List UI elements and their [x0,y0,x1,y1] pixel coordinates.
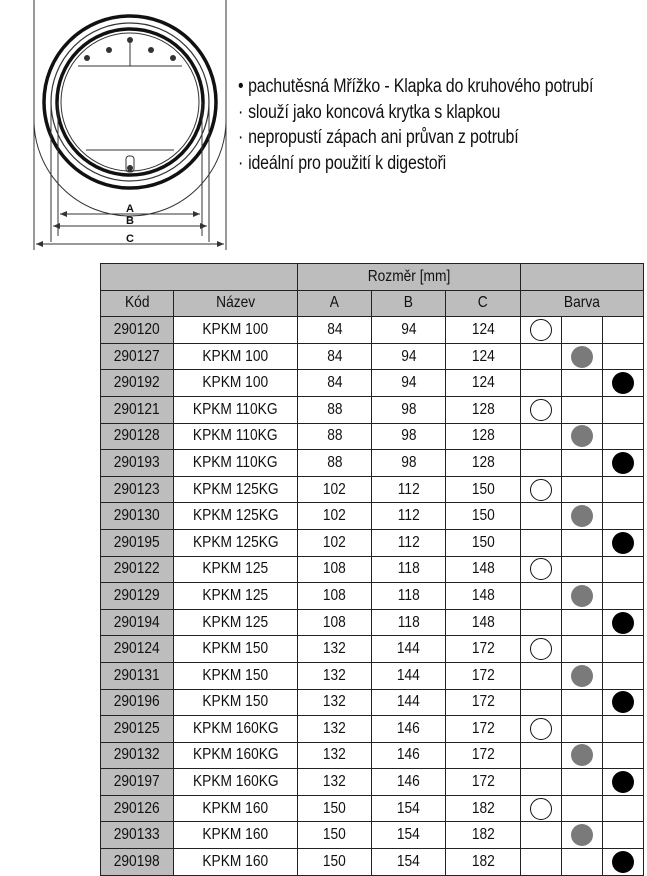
code-cell: 290129 [101,583,174,610]
code-cell: 290125 [101,716,174,743]
color-cell-grey [562,476,603,503]
dimension-a-cell: 108 [298,583,372,610]
color-swatch-black [612,691,634,713]
color-cell-black [603,742,644,769]
color-swatch-white [530,479,552,501]
table-row [101,476,644,503]
color-swatch-white [530,638,552,660]
table-row [101,556,644,583]
dimension-label-a: A [126,203,134,215]
dimension-c-cell: 182 [446,822,521,849]
dimension-b-cell: 98 [372,450,446,477]
color-cell-grey [562,795,603,822]
code-cell: 290198 [101,849,174,876]
table-row [101,769,644,796]
color-swatch-grey [571,346,593,368]
name-cell: KPKM 150 [174,662,298,689]
color-swatch-black [612,372,634,394]
color-swatch-white [530,718,552,740]
name-cell: KPKM 125 [174,583,298,610]
dimension-c-cell: 172 [446,636,521,663]
dimension-group-header: Rozměr [mm] [298,264,521,291]
name-cell: KPKM 160KG [174,742,298,769]
color-cell-white [521,849,562,876]
table-row [101,849,644,876]
dimension-a-cell: 88 [298,423,372,450]
dimension-c-cell: 124 [446,317,521,344]
color-cell-white [521,423,562,450]
color-cell-black [603,849,644,876]
name-cell: KPKM 100 [174,370,298,397]
dimension-a-cell: 102 [298,529,372,556]
column-header-c: C [446,290,521,317]
dimension-b-cell: 112 [372,529,446,556]
code-cell: 290121 [101,396,174,423]
code-cell: 290197 [101,769,174,796]
color-cell-black [603,769,644,796]
name-cell: KPKM 150 [174,636,298,663]
name-cell: KPKM 125 [174,609,298,636]
name-cell: KPKM 110KG [174,396,298,423]
dimension-b-cell: 144 [372,636,446,663]
color-cell-white [521,769,562,796]
code-cell: 290130 [101,503,174,530]
code-cell: 290195 [101,529,174,556]
color-cell-white [521,476,562,503]
dimension-a-cell: 132 [298,689,372,716]
header-blank [521,264,644,291]
table-row [101,636,644,663]
color-cell-white [521,317,562,344]
color-swatch-black [612,532,634,554]
code-cell: 290126 [101,795,174,822]
color-cell-grey [562,396,603,423]
color-cell-grey [562,742,603,769]
color-cell-white [521,450,562,477]
product-drawing [26,0,242,252]
color-swatch-white [530,558,552,580]
color-cell-black [603,370,644,397]
dimension-b-cell: 94 [372,343,446,370]
dimension-b-cell: 98 [372,423,446,450]
dimension-c-cell: 128 [446,450,521,477]
color-cell-black [603,609,644,636]
color-cell-grey [562,609,603,636]
dimension-c-cell: 172 [446,716,521,743]
table-row [101,370,644,397]
color-swatch-grey [571,505,593,527]
code-cell: 290120 [101,317,174,344]
dimension-c-cell: 172 [446,742,521,769]
dimension-a-cell: 150 [298,795,372,822]
color-cell-white [521,662,562,689]
table-row [101,822,644,849]
color-swatch-black [612,612,634,634]
dimension-c-cell: 150 [446,476,521,503]
rivet-dot [127,37,133,43]
color-cell-grey [562,662,603,689]
color-cell-white [521,529,562,556]
code-cell: 290128 [101,423,174,450]
name-cell: KPKM 100 [174,343,298,370]
code-cell: 290123 [101,476,174,503]
name-cell: KPKM 160 [174,849,298,876]
name-cell: KPKM 125KG [174,476,298,503]
color-cell-white [521,343,562,370]
color-cell-black [603,423,644,450]
table-row [101,529,644,556]
color-cell-black [603,343,644,370]
dimension-b-cell: 94 [372,370,446,397]
dimension-b-cell: 154 [372,822,446,849]
dimension-c-cell: 172 [446,662,521,689]
dimension-b-cell: 154 [372,795,446,822]
color-cell-grey [562,583,603,610]
color-cell-black [603,476,644,503]
dimension-a-cell: 84 [298,370,372,397]
code-cell: 290196 [101,689,174,716]
dimension-a-cell: 108 [298,609,372,636]
dimension-c-cell: 124 [446,343,521,370]
color-swatch-black [612,452,634,474]
dimension-b-cell: 98 [372,396,446,423]
color-cell-black [603,689,644,716]
feature-list [238,74,643,176]
color-cell-grey [562,849,603,876]
table-row [101,662,644,689]
table-row [101,689,644,716]
rivet-dot [84,55,90,61]
color-swatch-grey [571,824,593,846]
name-cell: KPKM 125KG [174,529,298,556]
dimension-a-cell: 132 [298,769,372,796]
rivet-dot [148,47,154,53]
code-cell: 290132 [101,742,174,769]
code-cell: 290133 [101,822,174,849]
color-cell-grey [562,556,603,583]
color-cell-black [603,822,644,849]
dimension-b-cell: 146 [372,716,446,743]
column-header-name: Název [174,290,298,317]
dimension-a-cell: 108 [298,556,372,583]
color-swatch-black [612,771,634,793]
table-row [101,396,644,423]
table-body [101,317,644,875]
dimension-c-cell: 128 [446,423,521,450]
code-cell: 290124 [101,636,174,663]
dimension-a-cell: 102 [298,476,372,503]
rivet-dot [106,47,112,53]
color-cell-black [603,556,644,583]
dimension-a-cell: 150 [298,822,372,849]
code-cell: 290192 [101,370,174,397]
rivet-dot [170,55,176,61]
column-header-b: B [372,290,446,317]
color-cell-black [603,450,644,477]
dimension-b-cell: 154 [372,849,446,876]
column-header-color: Barva [521,290,644,317]
dimension-a-cell: 102 [298,503,372,530]
color-cell-white [521,583,562,610]
color-swatch-white [530,399,552,421]
color-cell-white [521,503,562,530]
color-cell-black [603,396,644,423]
table-row [101,583,644,610]
feature-item: · ideální pro použití k digestoři [238,152,447,174]
color-swatch-black [612,851,634,873]
dimension-b-cell: 94 [372,317,446,344]
name-cell: KPKM 150 [174,689,298,716]
color-swatch-grey [571,744,593,766]
color-cell-grey [562,716,603,743]
dimension-c-cell: 172 [446,689,521,716]
name-cell: KPKM 125 [174,556,298,583]
name-cell: KPKM 110KG [174,450,298,477]
dimension-c-cell: 182 [446,849,521,876]
name-cell: KPKM 100 [174,317,298,344]
dimension-b-cell: 118 [372,556,446,583]
color-cell-white [521,795,562,822]
dimension-c-cell: 148 [446,583,521,610]
name-cell: KPKM 110KG [174,423,298,450]
color-cell-grey [562,317,603,344]
color-cell-white [521,822,562,849]
color-cell-black [603,317,644,344]
name-cell: KPKM 160 [174,795,298,822]
dimension-b-cell: 118 [372,609,446,636]
dimension-c-cell: 172 [446,769,521,796]
header-blank [101,264,298,291]
dimension-a-cell: 132 [298,742,372,769]
dimension-b-cell: 144 [372,689,446,716]
color-cell-black [603,662,644,689]
color-cell-white [521,556,562,583]
code-cell: 290194 [101,609,174,636]
dimension-c-cell: 182 [446,795,521,822]
dimension-b-cell: 144 [372,662,446,689]
feature-item: · slouží jako koncová krytka s klapkou [238,101,501,123]
color-cell-grey [562,370,603,397]
color-cell-white [521,716,562,743]
color-cell-black [603,529,644,556]
dimension-c-cell: 128 [446,396,521,423]
table-group-header-row [101,264,644,291]
dimension-a-cell: 88 [298,396,372,423]
spec-table [100,263,644,876]
color-cell-black [603,716,644,743]
dimension-a-cell: 84 [298,317,372,344]
color-cell-grey [562,769,603,796]
table-row [101,503,644,530]
name-cell: KPKM 160KG [174,716,298,743]
color-cell-white [521,609,562,636]
color-cell-black [603,636,644,663]
dimension-c-cell: 148 [446,556,521,583]
color-cell-black [603,795,644,822]
table-row [101,343,644,370]
dimension-a-cell: 132 [298,716,372,743]
dimension-a-cell: 150 [298,849,372,876]
dimension-b-cell: 146 [372,742,446,769]
color-cell-white [521,636,562,663]
dimension-c-cell: 150 [446,529,521,556]
column-header-code: Kód [101,290,174,317]
dimension-a-cell: 132 [298,662,372,689]
color-cell-grey [562,529,603,556]
color-swatch-grey [571,425,593,447]
color-cell-white [521,689,562,716]
dimension-b-cell: 146 [372,769,446,796]
table-row [101,317,644,344]
color-swatch-white [530,798,552,820]
name-cell: KPKM 160KG [174,769,298,796]
table-row [101,609,644,636]
feature-item: • pachutěsná Mřížko - Klapka do kruhového potrubí [238,76,594,97]
color-cell-black [603,583,644,610]
table-header-row [101,290,644,317]
code-cell: 290193 [101,450,174,477]
dimension-b-cell: 118 [372,583,446,610]
color-cell-grey [562,343,603,370]
table-row [101,423,644,450]
color-cell-black [603,503,644,530]
color-cell-white [521,742,562,769]
dimension-label-c: C [126,233,134,245]
color-cell-grey [562,450,603,477]
name-cell: KPKM 160 [174,822,298,849]
code-cell: 290122 [101,556,174,583]
color-cell-grey [562,423,603,450]
code-cell: 290127 [101,343,174,370]
table-row [101,742,644,769]
color-cell-grey [562,636,603,663]
dimension-a-cell: 84 [298,343,372,370]
name-cell: KPKM 125KG [174,503,298,530]
color-cell-grey [562,503,603,530]
color-cell-grey [562,689,603,716]
color-cell-white [521,370,562,397]
dimension-c-cell: 150 [446,503,521,530]
dimension-b-cell: 112 [372,476,446,503]
dimension-b-cell: 112 [372,503,446,530]
color-swatch-white [530,319,552,341]
dimension-a-cell: 132 [298,636,372,663]
code-cell: 290131 [101,662,174,689]
color-swatch-grey [571,585,593,607]
dimension-c-cell: 148 [446,609,521,636]
column-header-a: A [298,290,372,317]
color-cell-grey [562,822,603,849]
dimension-label-b: B [126,215,134,227]
table-row [101,450,644,477]
color-cell-white [521,396,562,423]
dimension-c-cell: 124 [446,370,521,397]
dimension-a-cell: 88 [298,450,372,477]
feature-item: · nepropustí zápach ani průvan z potrubí [238,127,519,148]
table-row [101,795,644,822]
color-swatch-grey [571,665,593,687]
table-row [101,716,644,743]
